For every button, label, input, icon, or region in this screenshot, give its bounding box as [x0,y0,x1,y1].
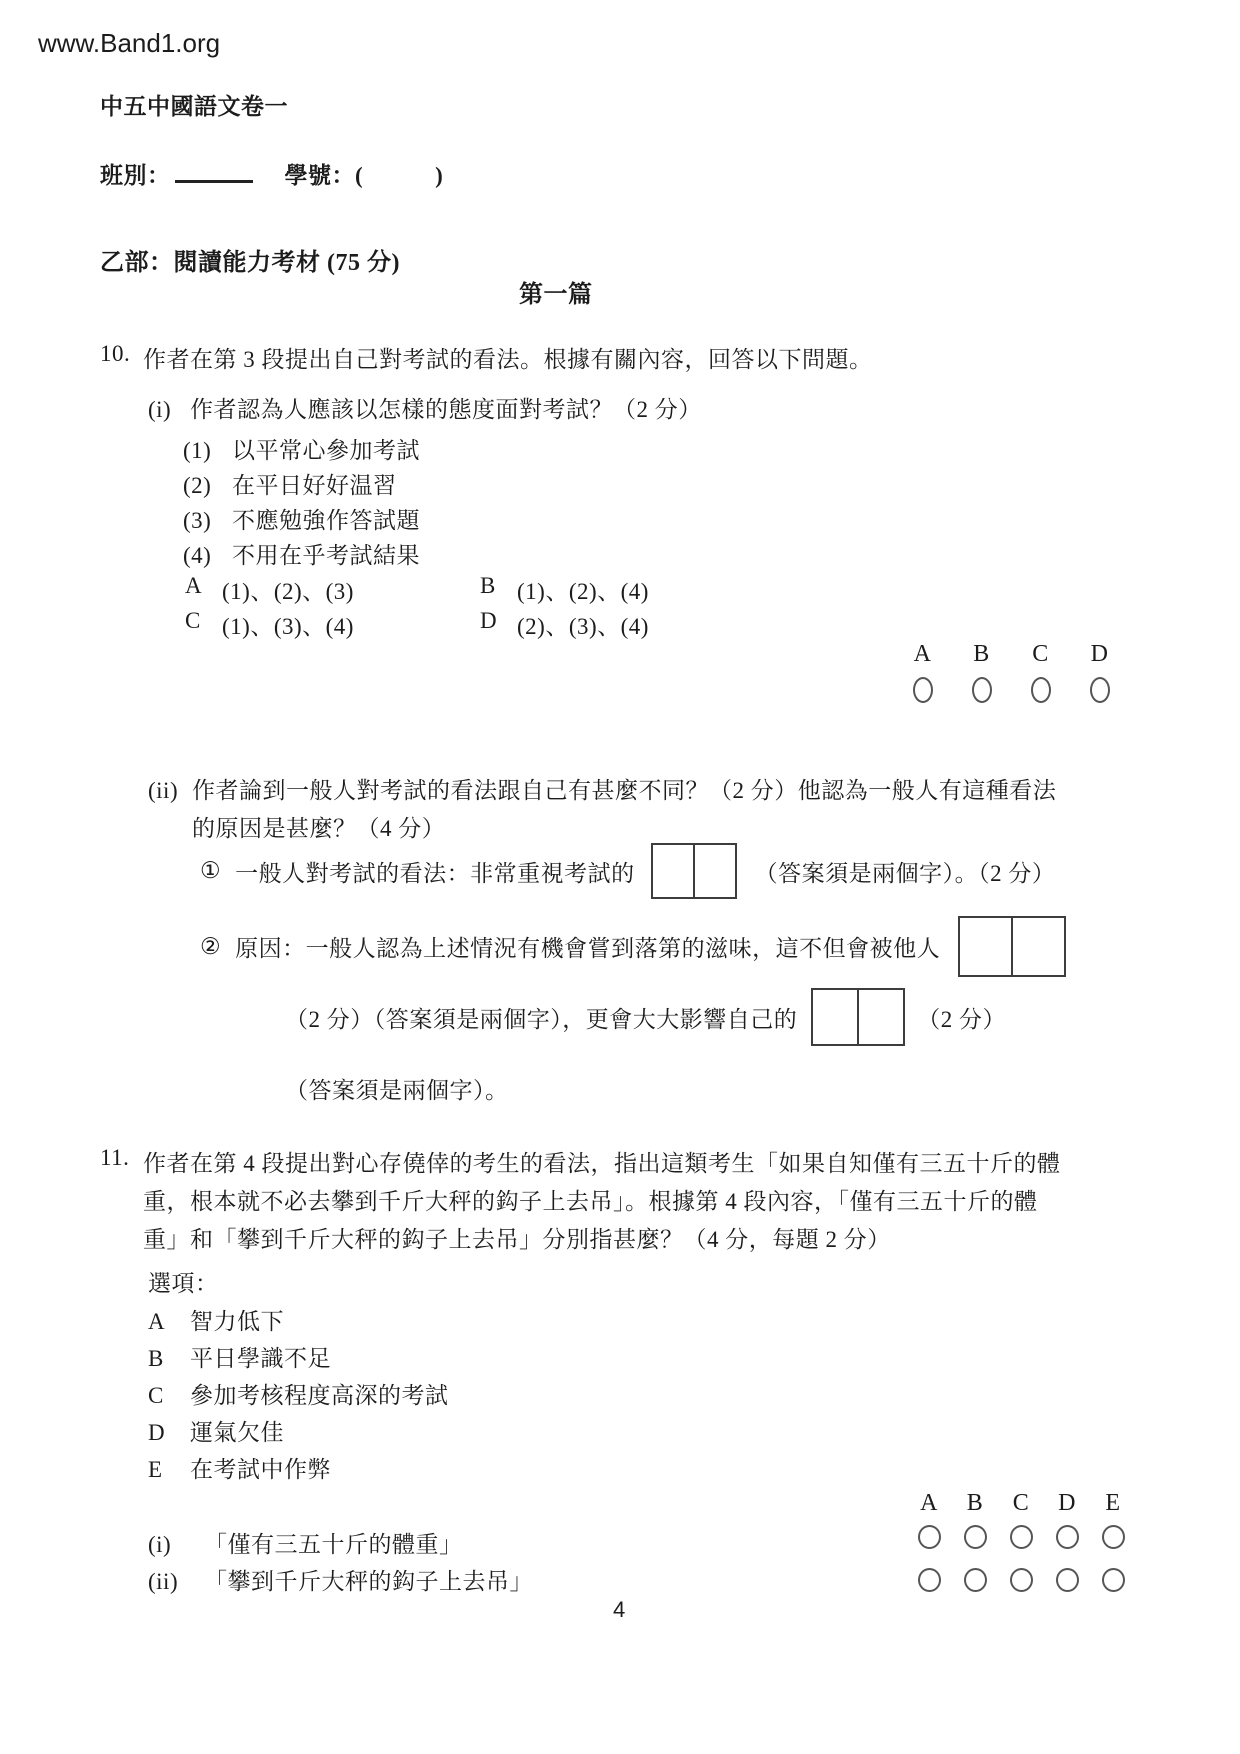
circled-1-marker: ① [200,858,222,883]
option-letter: C [185,608,201,633]
statement-row [183,502,420,535]
q11-sub-question-row [148,1563,533,1596]
q11-number: 11. [100,1145,130,1170]
answer-bubble-b[interactable] [972,677,992,703]
option-text: 參加考核程度高深的考試 [190,1383,449,1408]
answer-bubble-d[interactable] [1056,1525,1079,1549]
option-letter: A [185,573,203,598]
answer-bubble-d[interactable] [1090,677,1110,703]
q11-answer-grid [906,1490,1136,1598]
student-no-paren-close: ) [435,163,444,188]
answer-box-2char[interactable] [958,916,1066,977]
answer-letter: A [913,641,932,667]
q11-sub-ii-bubbles [906,1568,1136,1598]
q10-sub2-line1 [200,916,1066,977]
q10-part-ii-label: (ii) [148,778,179,803]
option-letter: D [148,1420,166,1445]
q11-stem-line: 作者在第 4 段提出對心存僥倖的考生的看法，指出這類考生「如果自知僅有三五十斤的體 [143,1151,1061,1176]
sub-question-text: 「攀到千斤大秤的鈎子上去吊」 [204,1569,533,1594]
option-letter: B [148,1346,164,1371]
q10-sub2-line2-after: （2 分） [917,1006,1006,1032]
statement-text: 在平日好好温習 [232,473,397,498]
answer-bubble-c[interactable] [1010,1525,1033,1549]
q10-sub1-text-after: （答案須是兩個字）。（2 分） [754,860,1056,886]
option-text: 在考試中作弊 [190,1457,331,1482]
student-no-label: 學號： [284,163,355,188]
q10-sub2-text-before: 原因：一般人認為上述情況有機會嘗到落第的滋味，這不但會被他人 [235,936,941,961]
option-letter: E [148,1457,163,1482]
q10-sub2-line2-before: （2 分）（答案須是兩個字），更會大大影響自己的 [285,1006,798,1032]
statement-num: (1) [183,438,212,463]
statement-row [183,467,397,500]
class-blank-field[interactable] [175,158,253,183]
q10-sub2-line3: （答案須是兩個字）。 [285,1078,509,1103]
statement-num: (3) [183,508,212,533]
option-text: (1)、(2)、(4) [517,579,649,604]
statement-text: 不應勉強作答試題 [232,508,420,533]
answer-bubble-a[interactable] [918,1525,941,1549]
statement-row [183,432,420,465]
sub-question-text: 「僅有三五十斤的體重」 [204,1532,463,1557]
q10-answer-bubbles [893,677,1129,709]
q11-stem-line: 重」和「攀到千斤大秤的鈎子上去吊」分別指甚麼？（4 分，每題 2 分） [143,1227,891,1252]
answer-letter: B [973,641,990,667]
answer-letter: D [1090,641,1109,667]
answer-box-2char[interactable] [651,843,737,899]
statement-text: 不用在乎考試結果 [232,543,420,568]
sub-question-label: (i) [148,1532,172,1557]
q11-answer-letters [906,1490,1136,1517]
statement-num: (2) [183,473,212,498]
answer-bubble-b[interactable] [964,1568,987,1592]
answer-bubble-e[interactable] [1102,1568,1125,1592]
option-letter: D [480,608,498,633]
answer-box-2char[interactable] [811,988,905,1046]
option-letter: A [148,1309,166,1334]
q10-part-i-line [148,391,702,424]
watermark: www.Band1.org [38,28,221,58]
option-letter: C [148,1383,164,1408]
answer-letter: A [920,1490,938,1516]
q11-sub-question-row [148,1526,463,1559]
q11-stem-line: 重，根本就不必去攀到千斤大秤的鈎子上去吊」。根據第 4 段內容，「僅有三五十斤的體 [143,1189,1038,1214]
student-info-line [100,157,443,190]
passage-heading: 第一篇 [519,282,593,308]
answer-letter: E [1105,1490,1121,1516]
sub-question-label: (ii) [148,1569,179,1594]
q10-part-i-question: 作者認為人應該以怎樣的態度面對考試？（2 分） [190,397,702,422]
section-heading: 乙部：閱讀能力考材 (75 分) [100,250,400,276]
option-text: 運氣欠佳 [190,1420,284,1445]
q10-number: 10. [100,341,131,366]
circled-2-marker: ② [200,933,222,959]
q11-sub-i-bubbles [906,1525,1136,1555]
option-row [148,1303,284,1336]
page-number: 4 [613,1597,626,1622]
option-letter: B [480,573,496,598]
q10-answer-grid [893,641,1129,709]
answer-bubble-e[interactable] [1102,1525,1125,1549]
q10-part-ii-question-line2: 的原因是甚麼？（4 分） [192,816,446,841]
statement-num: (4) [183,543,212,568]
answer-bubble-b[interactable] [964,1525,987,1549]
answer-bubble-c[interactable] [1010,1568,1033,1592]
q10-stem: 作者在第 3 段提出自己對考試的看法。根據有關內容，回答以下問題。 [143,347,873,372]
q10-sub1-text-before: 一般人對考試的看法：非常重視考試的 [235,860,635,886]
class-label: 班別： [100,163,171,188]
page-title: 中五中國語文卷一 [100,94,288,119]
q10-sub1-line [200,843,1055,899]
q10-sub2-line2 [285,988,1006,1046]
answer-letter: B [966,1490,984,1516]
q10-part-ii-line1 [148,772,1056,805]
option-text: 智力低下 [190,1309,284,1334]
option-row [148,1340,331,1373]
answer-bubble-c[interactable] [1031,677,1051,703]
option-row [148,1414,284,1447]
option-row [148,1377,449,1410]
option-text: (1)、(2)、(3) [222,579,354,604]
answer-letter: D [1058,1490,1076,1516]
statement-text: 以平常心參加考試 [232,438,420,463]
answer-bubble-d[interactable] [1056,1568,1079,1592]
option-row [148,1451,331,1484]
statement-row [183,537,420,570]
answer-letter: C [1012,1490,1030,1516]
q10-part-ii-question-line1: 作者論到一般人對考試的看法跟自己有甚麼不同？（2 分）他認為一般人有這種看法 [192,778,1057,803]
answer-letter: C [1032,641,1049,667]
q11-options-label: 選項： [148,1271,219,1296]
option-text: 平日學識不足 [190,1346,331,1371]
student-no-paren-open: ( [355,163,364,188]
answer-bubble-a[interactable] [913,677,933,703]
q10-part-i-label: (i) [148,397,172,422]
option-text: (2)、(3)、(4) [517,614,649,639]
q10-answer-letters [893,641,1129,668]
answer-bubble-a[interactable] [918,1568,941,1592]
option-text: (1)、(3)、(4) [222,614,354,639]
